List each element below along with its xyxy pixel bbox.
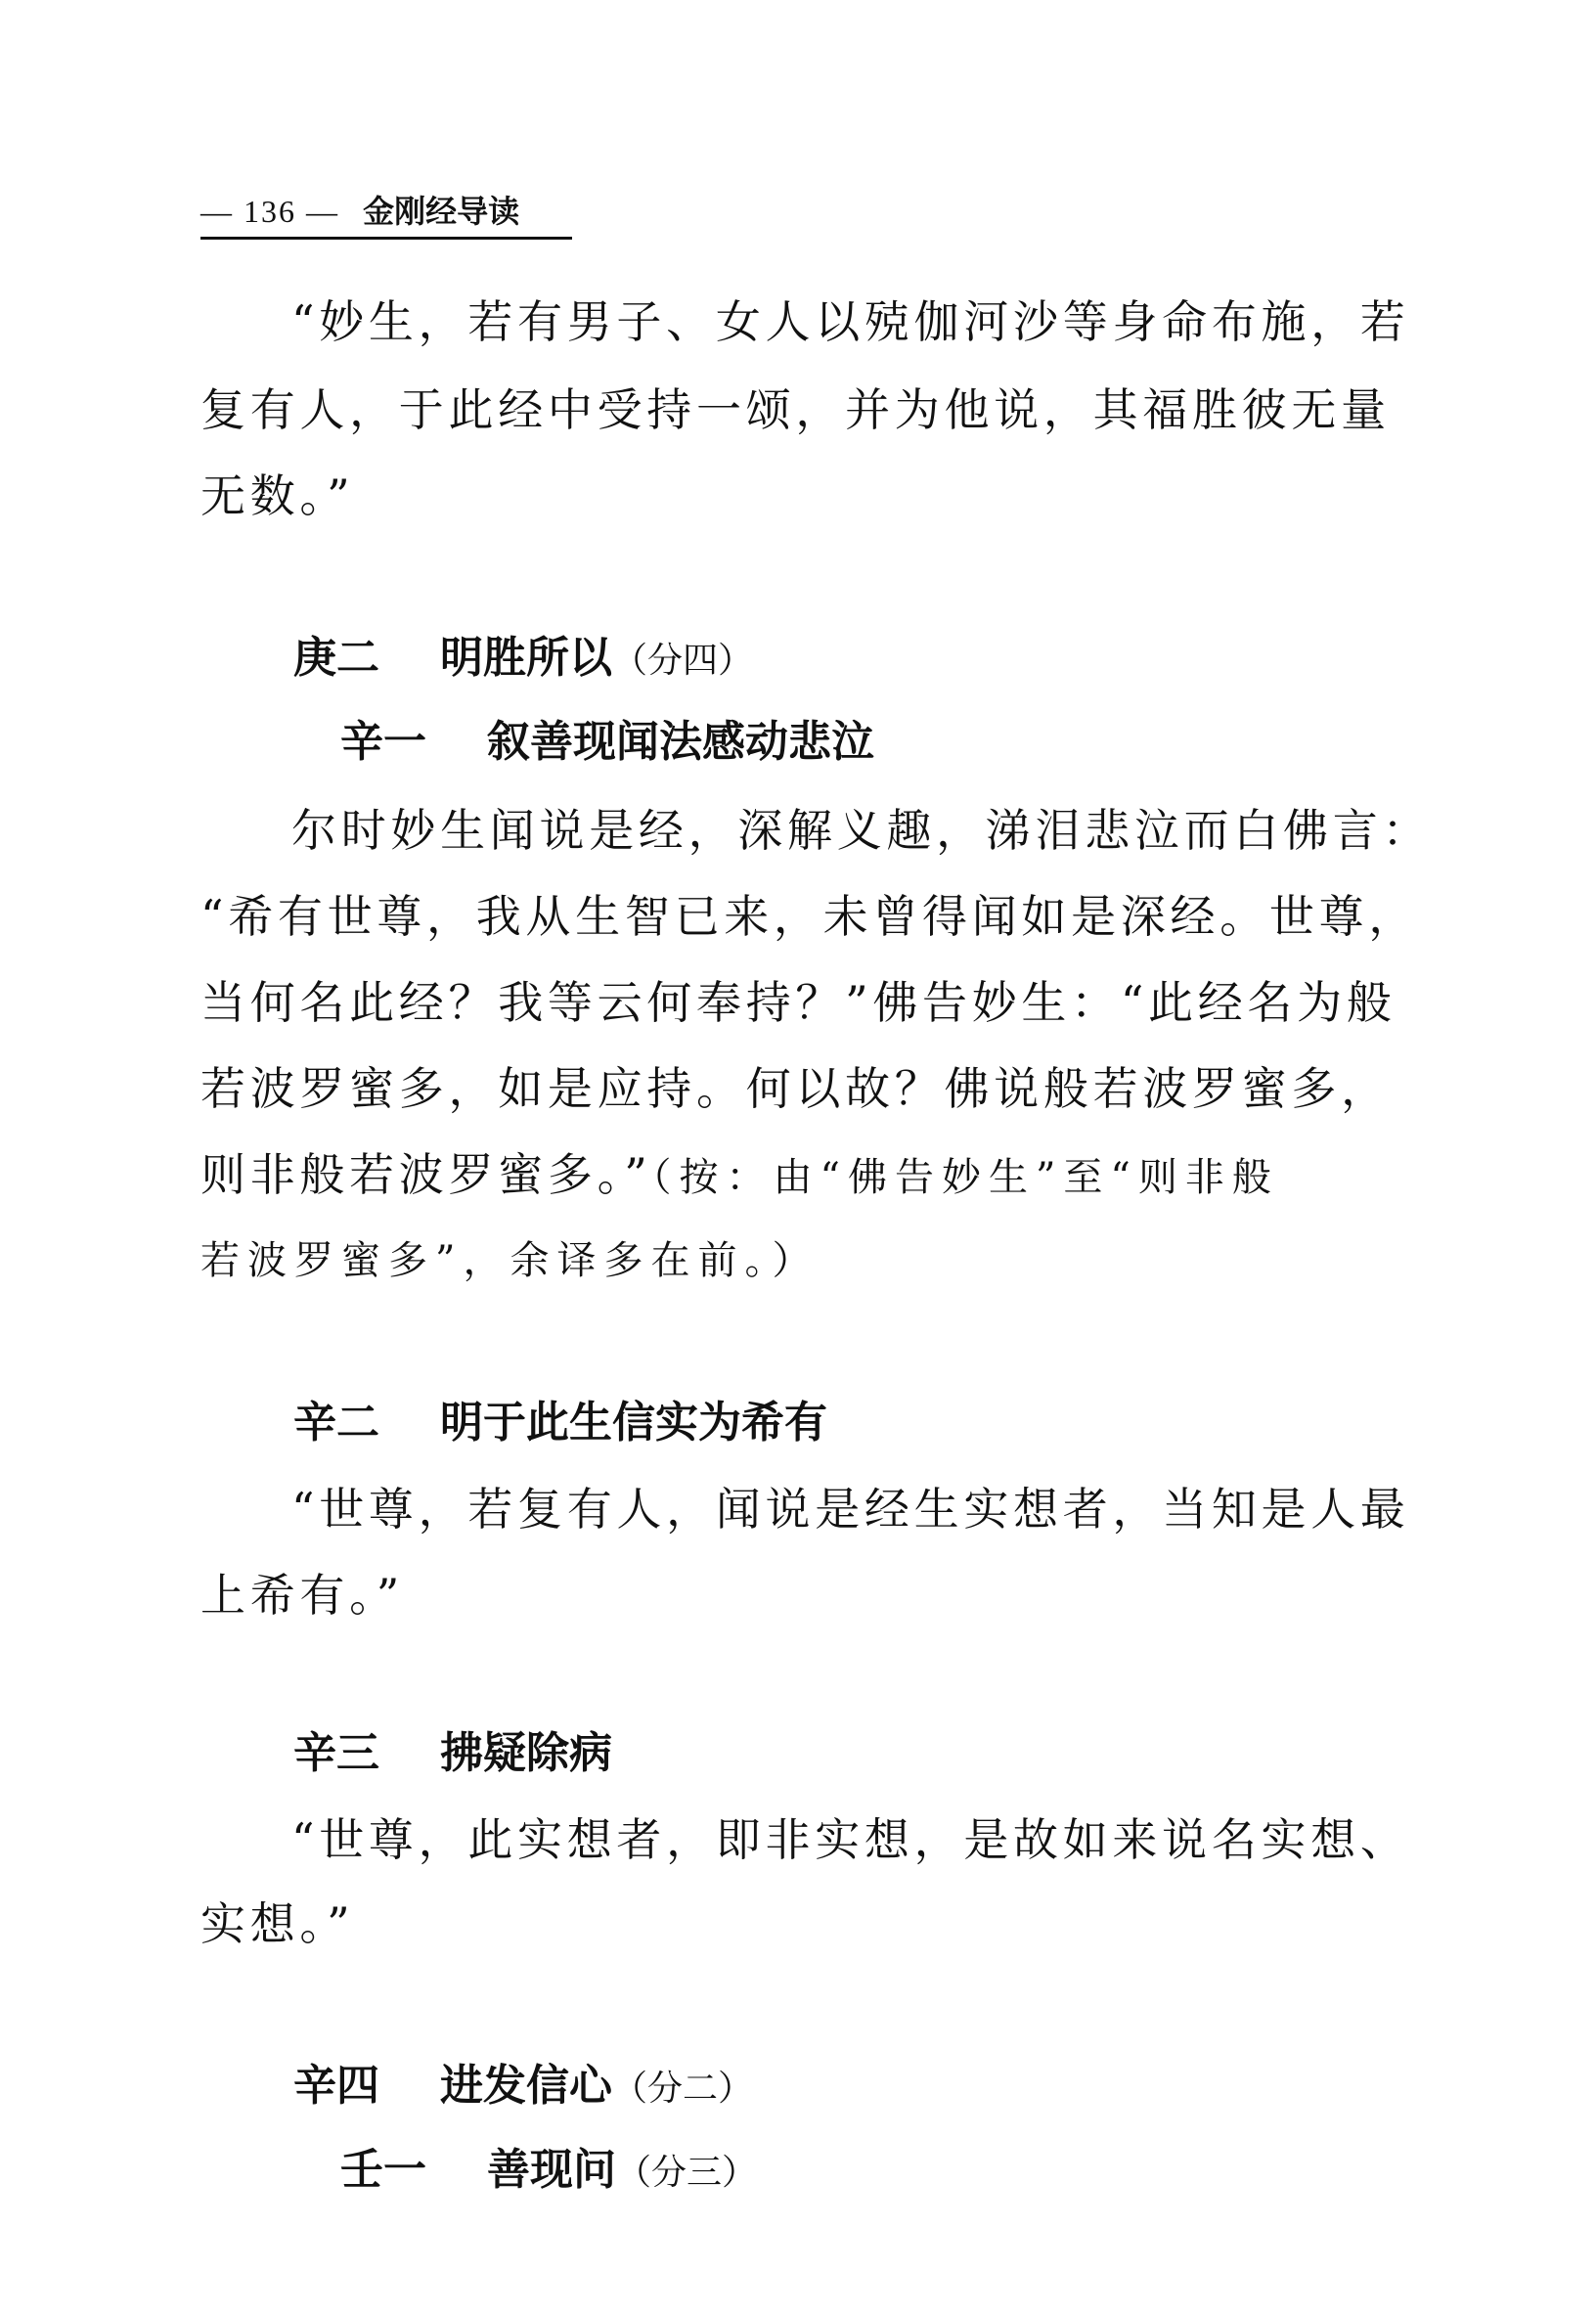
heading-label: 壬一 [340, 2145, 426, 2195]
heading-title: 善现问 [487, 2145, 616, 2195]
heading-title: 叙善现闻法感动悲泣 [487, 717, 874, 767]
section-heading-xin-2 [293, 1391, 827, 1455]
heading-label: 辛一 [340, 717, 426, 767]
running-header [200, 186, 572, 240]
paragraph-line: “世尊，若复有人，闻说是经生实想者，当知是人最 [291, 1483, 1410, 1536]
heading-title: 明于此生信实为希有 [440, 1398, 827, 1448]
heading-note: （分四） [612, 641, 754, 681]
heading-title: 明胜所以 [440, 633, 612, 683]
section-heading-xin-4 [293, 2054, 753, 2118]
paragraph-line: “希有世尊，我从生智已来，未曾得闻如是深经。世尊， [200, 890, 1419, 943]
heading-title: 进发信心 [440, 2061, 612, 2111]
section-heading-xin-1 [340, 710, 874, 775]
paragraph-line [200, 1142, 1279, 1207]
paragraph-line: “妙生，若有男子、女人以殑伽河沙等身命布施，若 [291, 295, 1410, 348]
heading-note: （分三） [616, 2153, 758, 2193]
page-number: — 136 — [200, 194, 339, 229]
editor-note-line: 若波罗蜜多”，余译多在前。） [200, 1238, 820, 1283]
section-heading-ren-1 [340, 2138, 757, 2203]
heading-label: 庚二 [293, 633, 379, 683]
section-heading-geng-2 [293, 626, 753, 690]
paragraph-line: 当何名此经？我等云何奉持？”佛告妙生：“此经名为般 [200, 976, 1396, 1029]
paragraph-line: 尔时妙生闻说是经，深解义趣，涕泪悲泣而白佛言： [291, 804, 1433, 857]
paragraph-line: 若波罗蜜多，如是应持。何以故？佛说般若波罗蜜多， [200, 1062, 1391, 1115]
paragraph-line: “世尊，此实想者，即非实想，是故如来说名实想、 [291, 1813, 1410, 1866]
heading-label: 辛二 [293, 1398, 379, 1448]
paragraph-line: 复有人，于此经中受持一颂，并为他说，其福胜彼无量 [200, 383, 1391, 436]
heading-title: 拂疑除病 [440, 1728, 612, 1778]
editor-note: （按：由“佛告妙生”至“则非般 [651, 1155, 1279, 1200]
heading-label: 辛三 [293, 1728, 379, 1778]
heading-label: 辛四 [293, 2061, 379, 2111]
paragraph-line: 实想。” [200, 1897, 355, 1950]
paragraph-line: 无数。” [200, 469, 355, 522]
heading-note: （分二） [612, 2069, 754, 2109]
book-title: 金刚经导读 [363, 193, 520, 230]
paragraph-line: 上希有。” [200, 1569, 405, 1622]
section-heading-xin-3 [293, 1721, 612, 1786]
quote-end: 则非般若波罗蜜多。” [200, 1148, 652, 1201]
